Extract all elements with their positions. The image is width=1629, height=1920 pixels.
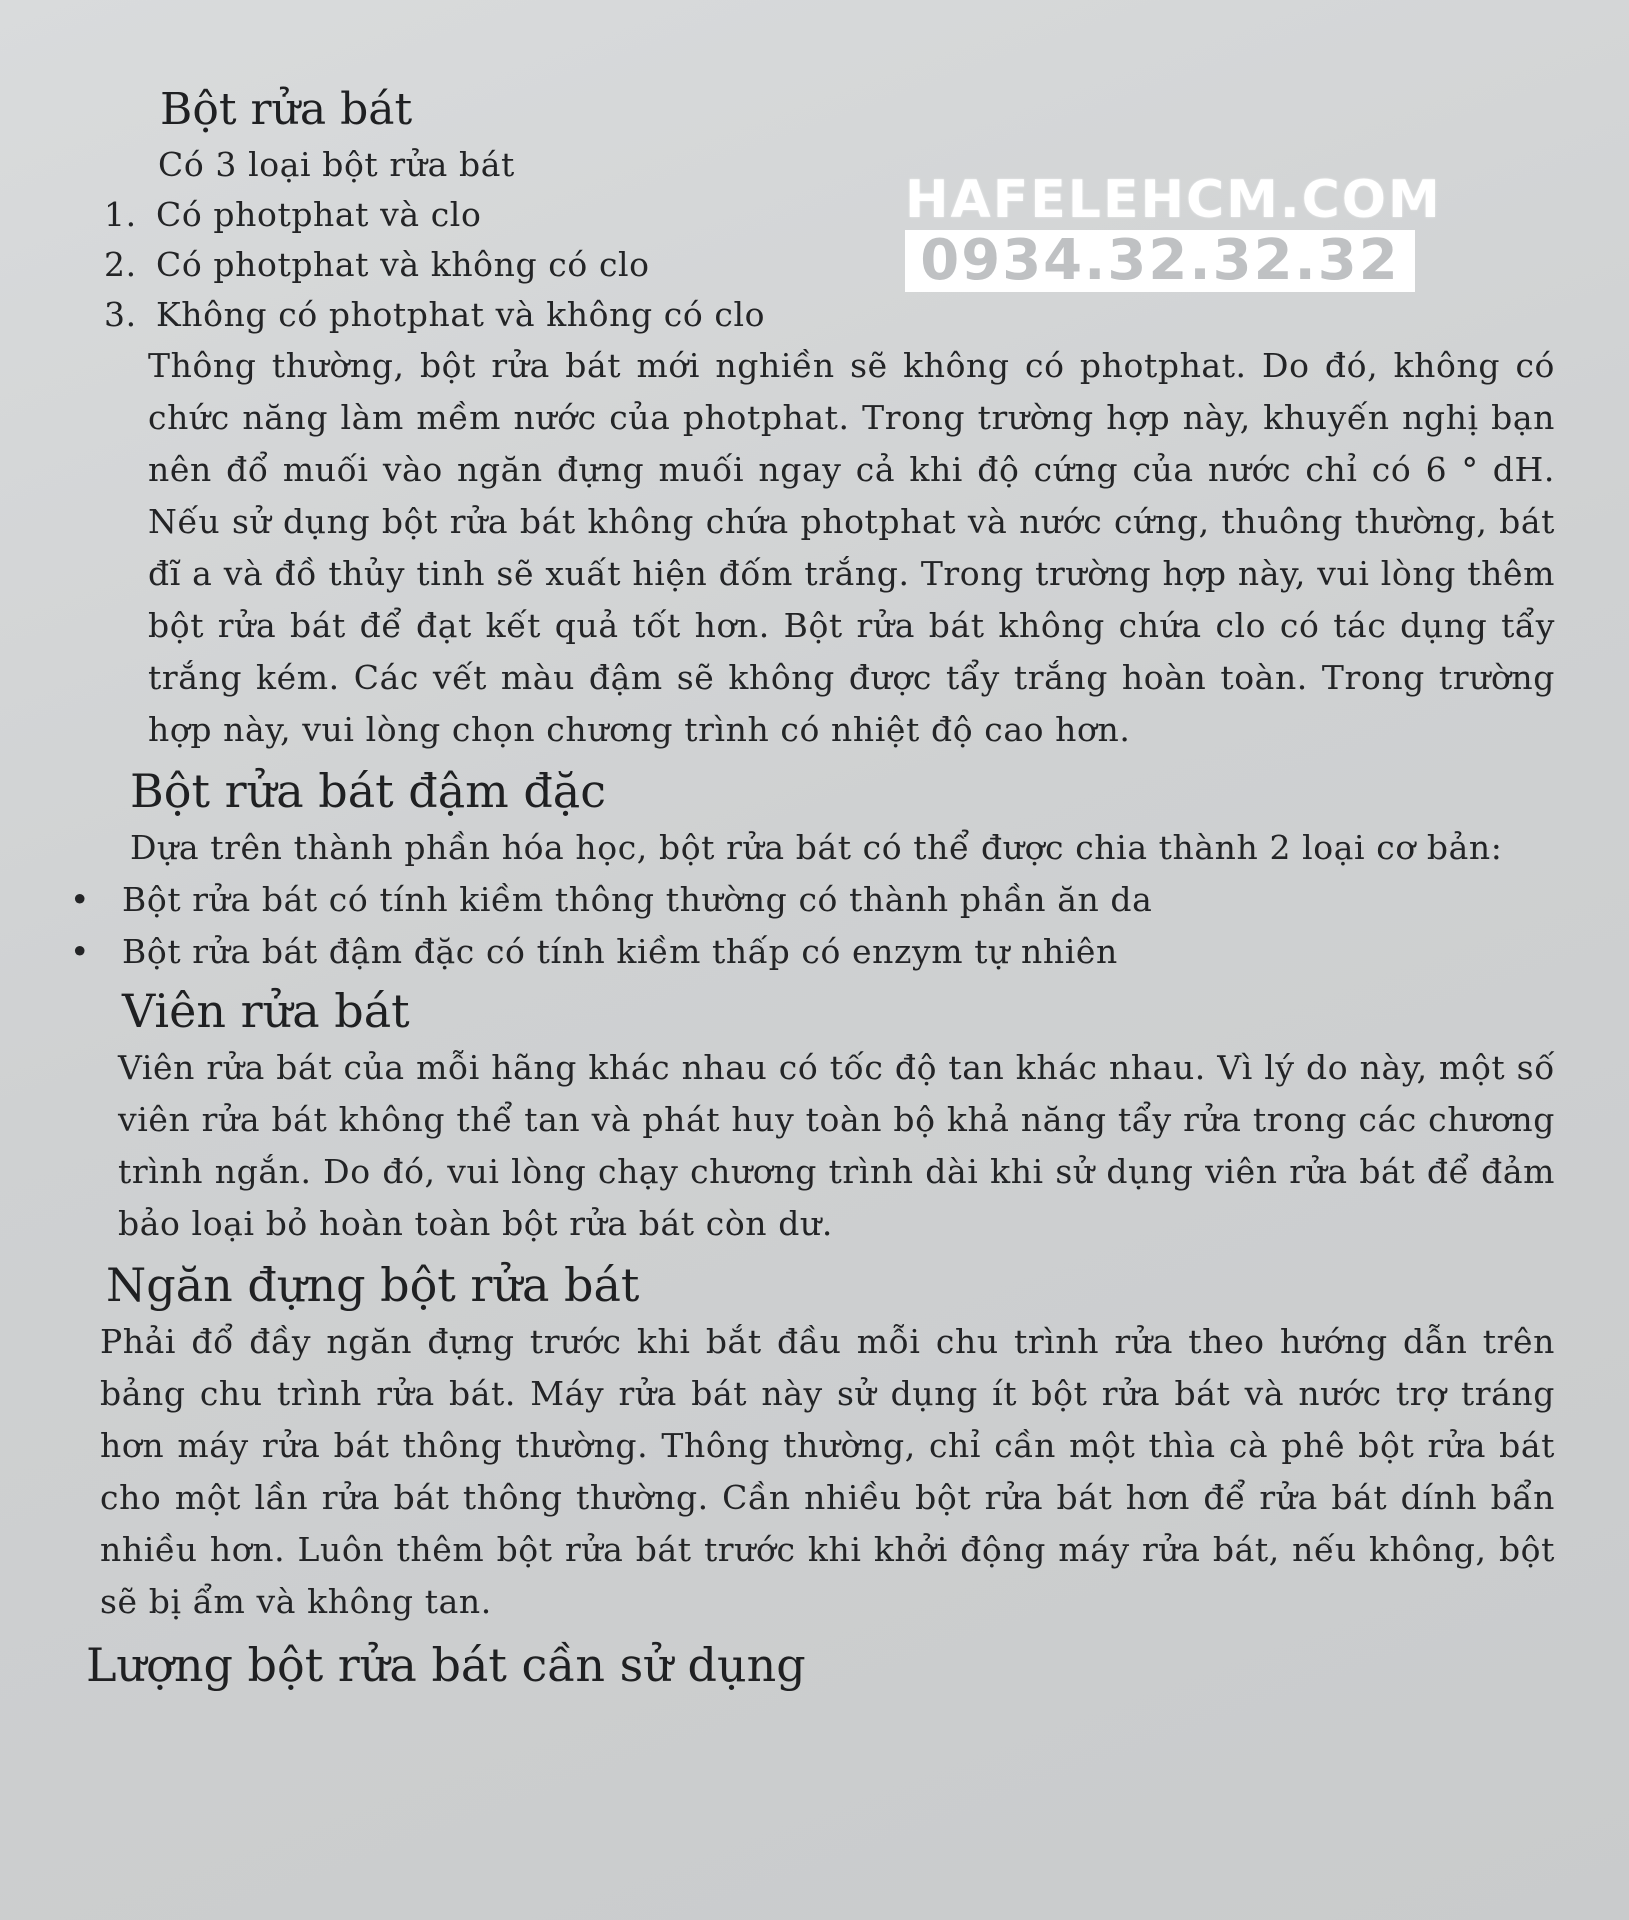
list-number: 2. <box>104 245 137 284</box>
list-text: Bột rửa bát đậm đặc có tính kiềm thấp có enzym tự nhiên <box>122 932 1118 971</box>
document-content <box>70 80 1555 1696</box>
list-item <box>70 874 1555 926</box>
bullet-icon: • <box>70 932 91 971</box>
dispenser-body: Phải đổ đầy ngăn đựng trước khi bắt đầu mỗi chu trình rửa theo hướng dẫn trên bảng chu trình rửa bát. Máy rửa bát này sử dụng ít bột rửa bát và nước trợ tráng hơn máy rửa bát thông thường. Thông thường, chỉ cần một thìa cà phê bột rửa bát cho một lần rửa bát thông thường. Cần nhiều bột rửa bát hơn để rửa bát dính bẩn nhiều hơn. Luôn thêm bột rửa bát trước khi khởi động máy rửa bát, nếu không, bột sẽ bị ẩm và không tan. <box>100 1322 1555 1621</box>
section-title-amount: Lượng bột rửa bát cần sử dụng <box>86 1638 806 1692</box>
concentrated-bullets <box>70 874 1555 978</box>
concentrated-body: Dựa trên thành phần hóa học, bột rửa bát có thể được chia thành 2 loại cơ bản: <box>130 828 1503 867</box>
list-item <box>70 926 1555 978</box>
list-text: Có photphat và clo <box>156 195 482 234</box>
powder-types-list <box>100 190 1555 340</box>
powder-intro: Có 3 loại bột rửa bát <box>158 145 515 184</box>
list-text: Bột rửa bát có tính kiềm thông thường có thành phần ăn da <box>122 880 1153 919</box>
tablets-body: Viên rửa bát của mỗi hãng khác nhau có tốc độ tan khác nhau. Vì lý do này, một số viên rửa bát không thể tan và phát huy toàn bộ khả năng tẩy rửa trong các chương trình ngắn. Do đó, vui lòng chạy chương trình dài khi sử dụng viên rửa bát để đảm bảo loại bỏ hoàn toàn bột rửa bát còn dư. <box>118 1048 1555 1243</box>
section-title-concentrated: Bột rửa bát đậm đặc <box>130 764 606 818</box>
bullet-icon: • <box>70 880 91 919</box>
list-text: Có photphat và không có clo <box>156 245 650 284</box>
section-title-powder: Bột rửa bát <box>160 84 413 135</box>
watermark-site: HAFELEHCM.COM <box>905 170 1442 230</box>
list-number: 1. <box>104 195 137 234</box>
list-text: Không có photphat và không có clo <box>156 295 766 334</box>
powder-body: Thông thường, bột rửa bát mới nghiền sẽ không có photphat. Do đó, không có chức năng làm mềm nước của photphat. Trong trường hợp này, khuyến nghị bạn nên đổ muối vào ngăn đựng muối ngay cả khi độ cứng của nước chỉ có 6 ° dH. Nếu sử dụng bột rửa bát không chứa photphat và nước cứng, thuông thường, bát đĩ a và đồ thủy tinh sẽ xuất hiện đốm trắng. Trong trường hợp này, vui lòng thêm bột rửa bát để đạt kết quả tốt hơn. Bột rửa bát không chứa clo có tác dụng tẩy trắng kém. Các vết màu đậm sẽ không được tẩy trắng hoàn toàn. Trong trường hợp này, vui lòng chọn chương trình có nhiệt độ cao hơn. <box>148 346 1555 749</box>
watermark-phone: 0934.32.32.32 <box>905 230 1415 292</box>
section-title-dispenser: Ngăn đựng bột rửa bát <box>106 1258 640 1312</box>
section-title-tablets: Viên rửa bát <box>122 984 410 1038</box>
list-item <box>104 240 1555 290</box>
list-number: 3. <box>104 295 137 334</box>
list-item <box>104 290 1555 340</box>
list-item <box>104 190 1555 240</box>
